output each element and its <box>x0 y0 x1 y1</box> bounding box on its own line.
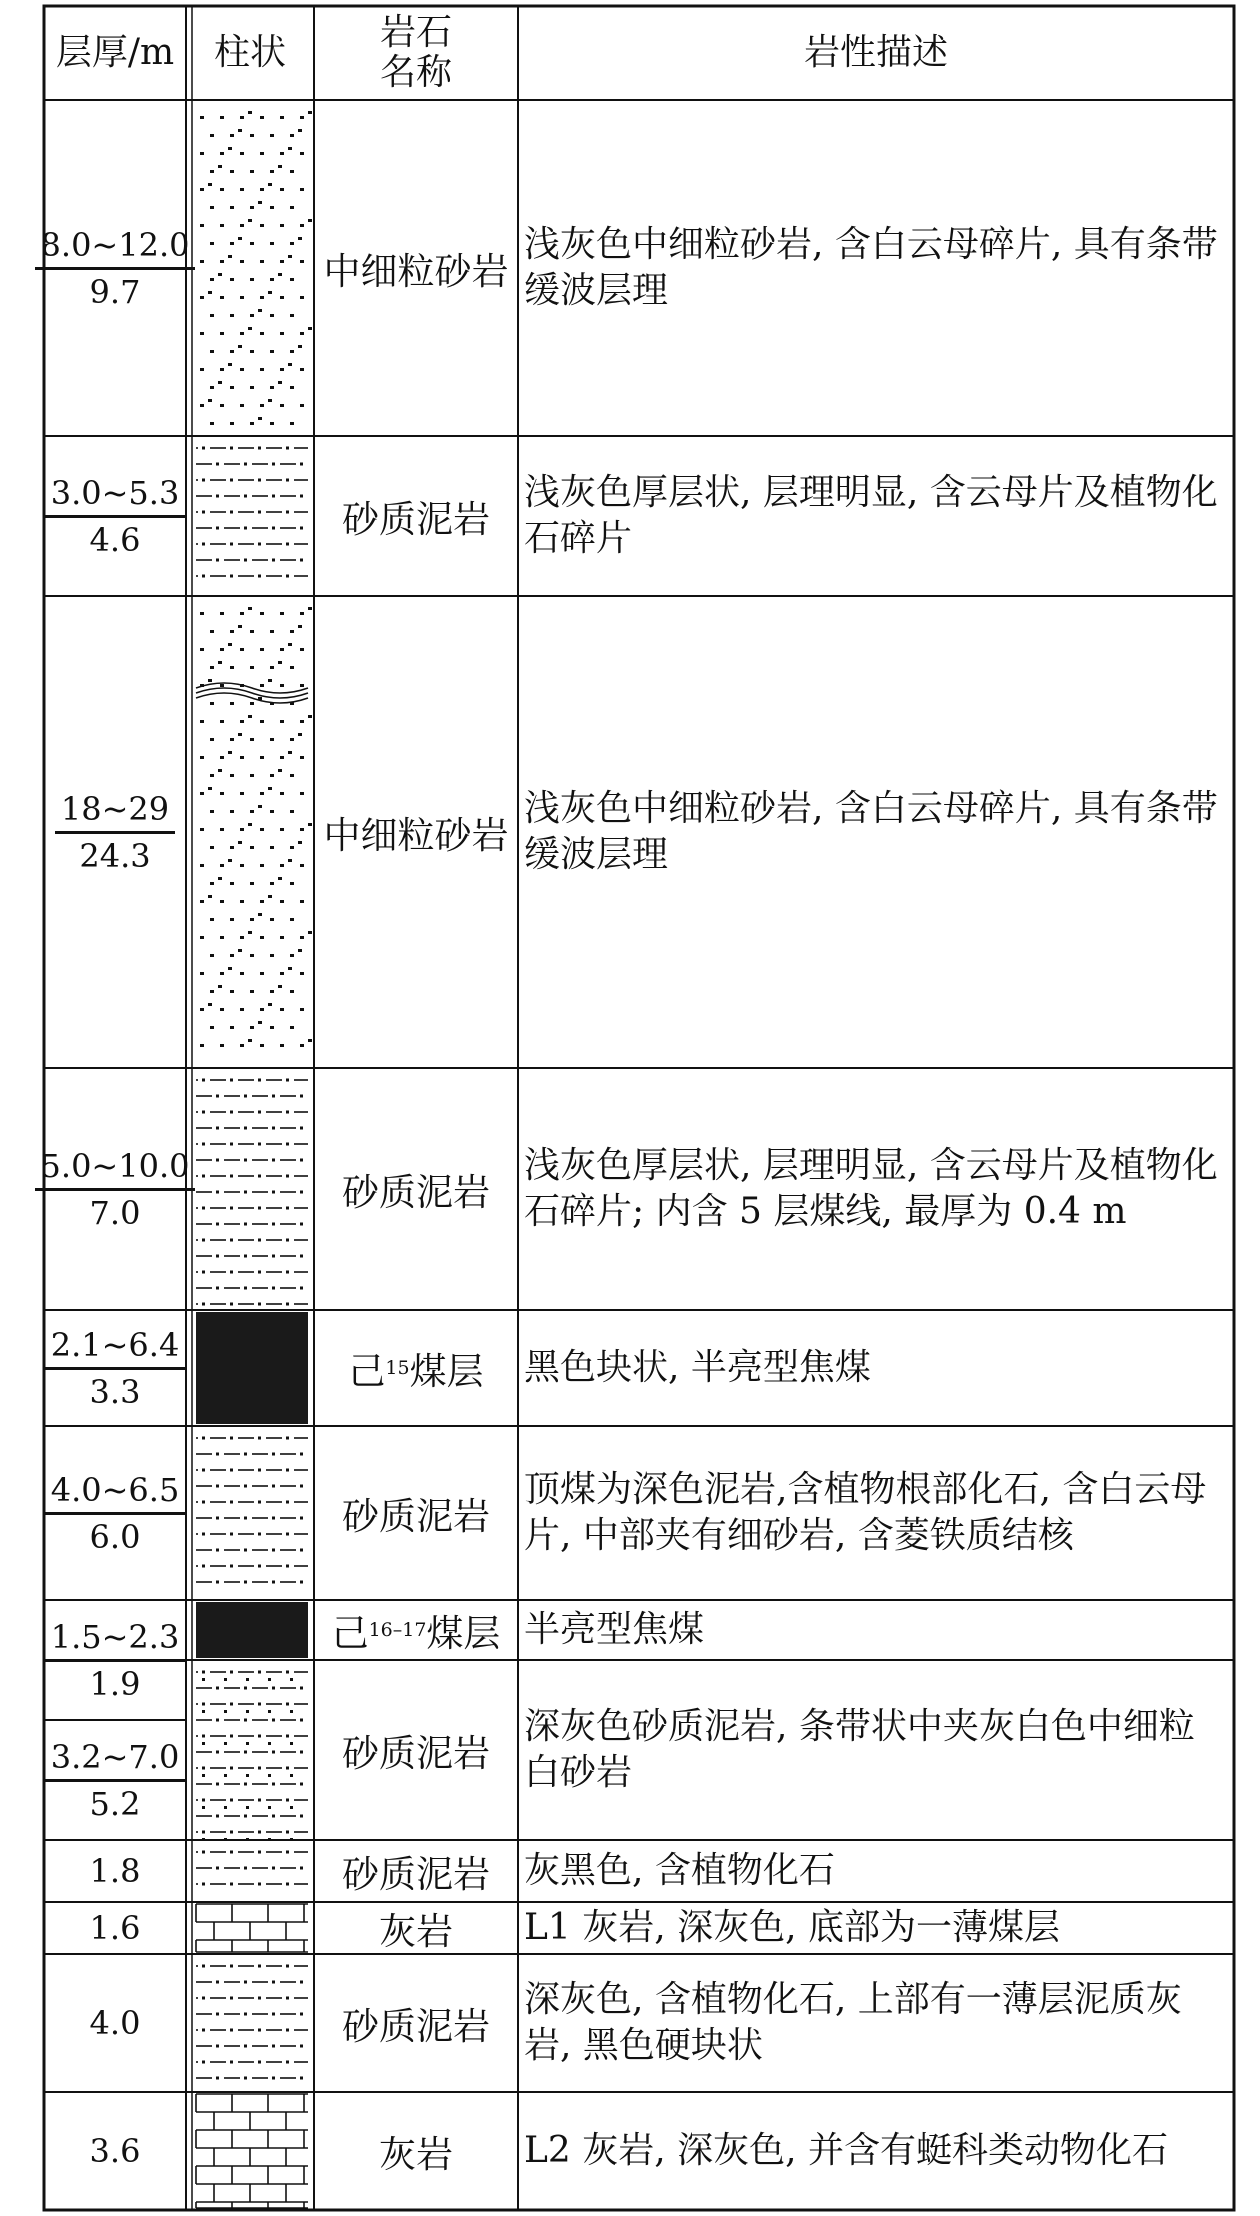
lithology-description: 深灰色砂质泥岩, 条带状中夹灰白色中细粒白砂岩 <box>524 1706 1195 1793</box>
rock-name: 灰岩 <box>379 2133 453 2176</box>
lithology-description: L1 灰岩, 深灰色, 底部为一薄煤层 <box>524 1907 1061 1948</box>
rock-name <box>314 1600 518 1660</box>
thickness-range: 5.0~10.0 <box>35 1148 196 1191</box>
header-thickness: 层厚/m <box>55 32 175 73</box>
rock-name: 灰岩 <box>379 1910 453 1953</box>
lithology-description: 浅灰色中细粒砂岩, 含白云母碎片, 具有条带缓波层理 <box>524 788 1218 875</box>
lithology-pattern-dash <box>196 1965 308 2080</box>
lithology-pattern-dot-wave <box>196 607 312 1047</box>
coal-seam-suffix: 煤层 <box>426 1612 501 1655</box>
lithology-pattern-brick <box>196 2094 308 2208</box>
lithology-description: L2 灰岩, 深灰色, 并含有蜓科类动物化石 <box>524 2130 1169 2171</box>
thickness-range: 18~29 <box>55 791 175 834</box>
lithology-description: 黑色块状, 半亮型焦煤 <box>524 1347 871 1388</box>
rock-name <box>314 1310 518 1426</box>
lithology-description: 顶煤为深色泥岩,含植物根部化石, 含白云母片, 中部夹有细砂岩, 含菱铁质结核 <box>524 1469 1207 1556</box>
thickness-cell <box>44 1310 186 1426</box>
rock-name: 砂质泥岩 <box>342 1853 490 1896</box>
thickness-cell: 1.8 <box>89 1852 141 1890</box>
thickness-range: 3.0~5.3 <box>45 475 186 518</box>
rock-name: 砂质泥岩 <box>342 2005 490 2048</box>
thickness-average: 6.0 <box>89 1517 141 1556</box>
header-description: 岩性描述 <box>803 32 948 73</box>
thickness-average: 9.7 <box>89 272 141 311</box>
coal-seam-number: 15 <box>385 1357 410 1379</box>
thickness-average: 24.3 <box>79 836 151 875</box>
thickness-cell <box>44 596 186 1068</box>
lithology-pattern-dash <box>196 1851 308 1886</box>
coal-seam-number: 16–17 <box>368 1619 427 1641</box>
coal-seam-label: 己 <box>348 1350 386 1393</box>
thickness-average: 5.2 <box>89 1784 141 1823</box>
thickness-average: 3.3 <box>89 1372 141 1411</box>
lithology-description: 半亮型焦煤 <box>524 1609 705 1650</box>
rock-name: 中细粒砂岩 <box>323 250 509 293</box>
thickness-cell <box>40 100 190 436</box>
header-rock-name: 岩石名称 <box>379 12 452 93</box>
thickness-range: 8.0~12.0 <box>35 227 196 270</box>
rock-name: 砂质泥岩 <box>342 1171 490 1214</box>
lithology-pattern-coal <box>196 1312 308 1424</box>
thickness-range: 4.0~6.5 <box>45 1472 186 1515</box>
thickness-cell <box>44 1426 186 1600</box>
lithology-description: 灰黑色, 含植物化石 <box>524 1850 835 1891</box>
lithology-pattern-dot <box>200 111 312 425</box>
thickness-cell <box>44 436 186 596</box>
coal-seam-suffix: 煤层 <box>409 1350 484 1393</box>
thickness-cell <box>44 1600 186 1720</box>
thickness-average: 7.0 <box>89 1193 141 1232</box>
thickness-average: 4.6 <box>89 520 141 559</box>
thickness-range: 3.2~7.0 <box>45 1739 186 1782</box>
lithology-pattern-coal <box>196 1602 308 1658</box>
lithology-pattern-dash <box>196 1437 308 1584</box>
header-column: 柱状 <box>213 32 286 73</box>
lithology-pattern-dash-dot <box>196 1671 308 1842</box>
lithology-description: 浅灰色厚层状, 层理明显, 含云母片及植物化石碎片; 内含 5 层煤线, 最厚为 0.4 m <box>524 1145 1218 1232</box>
lithology-pattern-dash <box>196 1079 308 1306</box>
thickness-cell: 3.6 <box>89 2132 141 2170</box>
thickness-cell <box>40 1068 190 1310</box>
lithology-pattern-brick <box>196 1904 308 1952</box>
rock-name: 中细粒砂岩 <box>323 814 509 857</box>
thickness-average: 1.9 <box>89 1664 141 1703</box>
lithology-pattern-dash <box>196 447 308 578</box>
thickness-cell: 1.6 <box>89 1909 141 1947</box>
rock-name: 砂质泥岩 <box>342 498 490 541</box>
rock-name: 砂质泥岩 <box>342 1732 490 1775</box>
rock-name: 砂质泥岩 <box>342 1495 490 1538</box>
coal-seam-label: 己 <box>331 1612 369 1655</box>
lithology-description: 浅灰色中细粒砂岩, 含白云母碎片, 具有条带缓波层理 <box>524 224 1218 311</box>
lithology-description: 深灰色, 含植物化石, 上部有一薄层泥质灰岩, 黑色硬块状 <box>524 1979 1182 2066</box>
thickness-range: 2.1~6.4 <box>45 1327 186 1370</box>
thickness-cell: 4.0 <box>89 2004 141 2042</box>
lithology-description: 浅灰色厚层状, 层理明显, 含云母片及植物化石碎片 <box>524 472 1218 559</box>
thickness-cell <box>44 1720 186 1840</box>
thickness-range: 1.5~2.3 <box>45 1619 186 1662</box>
